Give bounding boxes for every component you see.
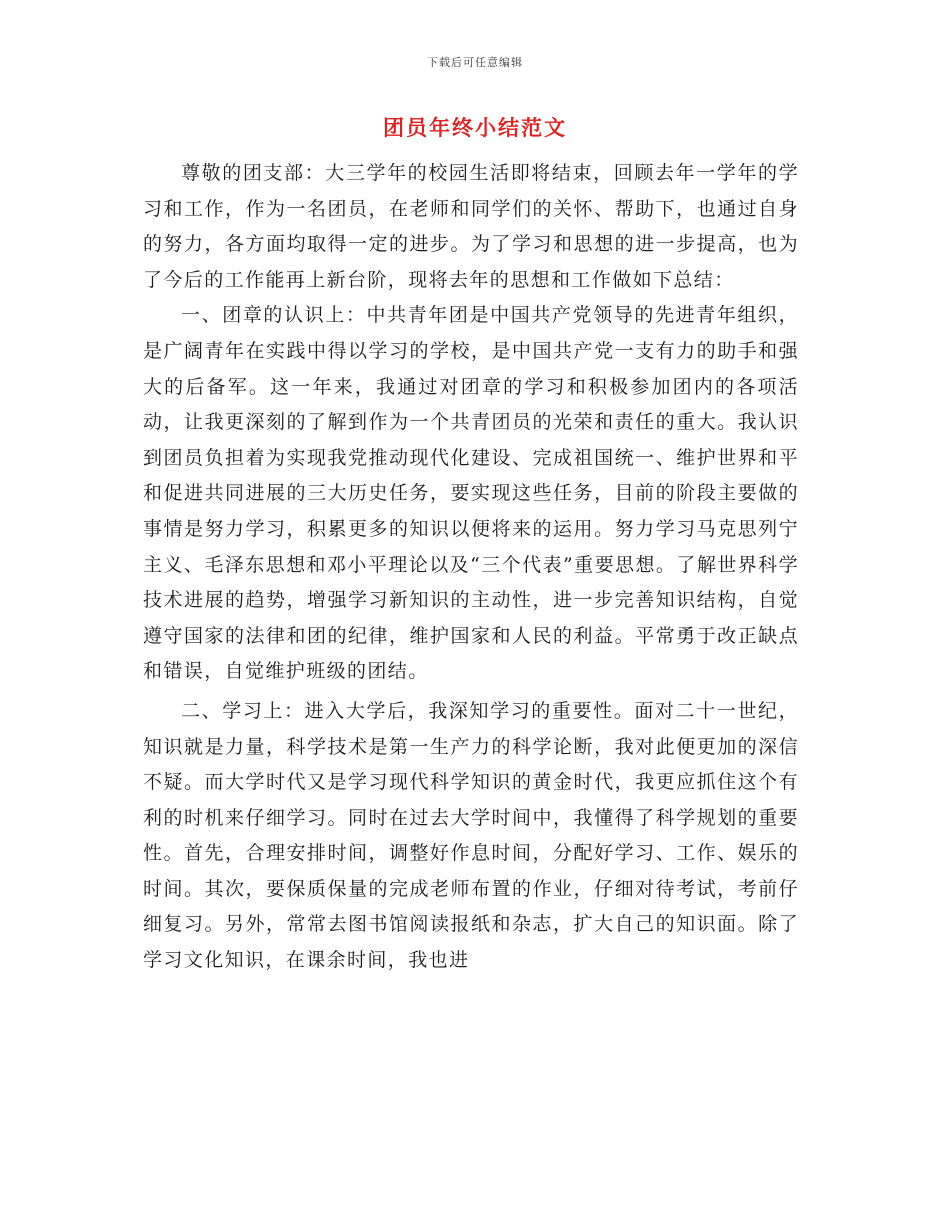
- header-note: 下载后可任意编辑: [427, 56, 523, 69]
- paragraph-intro: 尊敬的团支部：大三学年的校园生活即将结束，回顾去年一学年的学习和工作，作为一名团员，在老师和同学们的关怀、帮助下，也通过自身的努力，各方面均取得一定的进步。为了学习和思想的进一步提高，也为了今后的工作能再上新台阶，现将去年的思想和工作做如下总结：: [143, 162, 799, 291]
- paragraph-league-charter: 一、团章的认识上：中共青年团是中国共产党领导的先进青年组织，是广阔青年在实践中得以学习的学校，是中国共产党一支有力的助手和强大的后备军。这一年来，我通过对团章的学习和积极参加团内的各项活动，让我更深刻的了解到作为一个共青团员的光荣和责任的重大。我认识到团员负担着为实现我党推动现代化建设、完成祖国统一、维护世界和平和促进共同进展的三大历史任务，要实现这些任务，目前的阶段主要做的事情是努力学习，积累更多的知识以便将来的运用。努力学习马克思列宁主义、毛泽东思想和邓小平理论以及“三个代表”重要思想。了解世界科学技术进展的趋势，增强学习新知识的主动性，进一步完善知识结构，自觉遵守国家的法律和团的纪律，维护国家和人民的利益。平常勇于改正缺点和错误，自觉维护班级的团结。: [143, 304, 799, 683]
- document-title: 团员年终小结范文: [383, 115, 567, 140]
- paragraph-study: 二、学习上：进入大学后，我深知学习的重要性。面对二十一世纪，知识就是力量，科学技术是第一生产力的科学论断，我对此便更加的深信不疑。而大学时代又是学习现代科学知识的黄金时代，我更应抓住这个有利的时机来仔细学习。同时在过去大学时间中，我懂得了科学规划的重要性。首先，合理安排时间，调整好作息时间，分配好学习、工作、娱乐的时间。其次，要保质保量的完成老师布置的作业，仔细对待考试，考前仔细复习。另外，常常去图书馆阅读报纸和杂志，扩大自己的知识面。除了学习文化知识，在课余时间，我也进: [143, 699, 799, 972]
- document-body: [143, 156, 799, 979]
